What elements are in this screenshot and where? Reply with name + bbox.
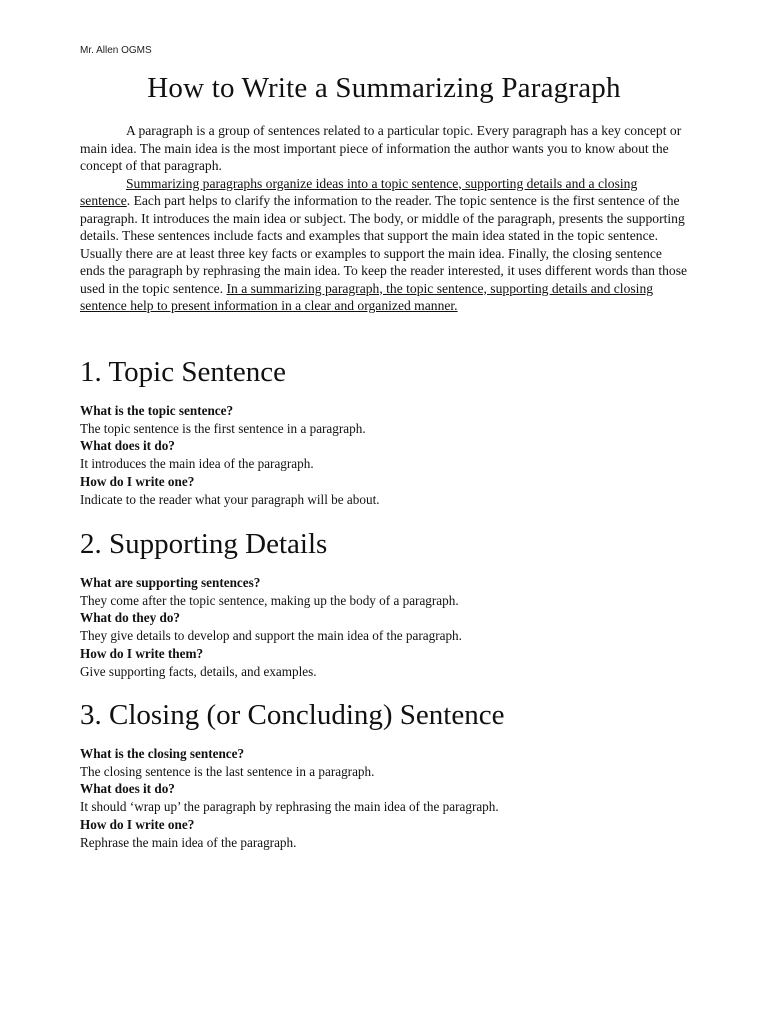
qa-list — [80, 745, 700, 851]
question: What does it do? — [80, 438, 175, 454]
section-heading: 3. Closing (or Concluding) Sentence — [80, 699, 505, 731]
answer: It introduces the main idea of the paragraph. — [80, 456, 314, 472]
question: What do they do? — [80, 610, 181, 626]
answer: Give supporting facts, details, and examples. — [80, 663, 317, 679]
question: What are supporting sentences? — [80, 575, 261, 590]
section-heading: 1. Topic Sentence — [80, 356, 287, 388]
section-topic-sentence — [80, 354, 700, 508]
question: What does it do? — [80, 781, 175, 797]
qa-list — [80, 574, 700, 680]
intro-underlined-start: Summarizing paragraphs organize ideas into a topic sentence, supporting details and a closing sentence — [80, 175, 638, 208]
answer: They come after the topic sentence, making up the body of a paragraph. — [80, 592, 459, 608]
question: What is the topic sentence? — [80, 403, 234, 418]
answer: They give details to develop and support the main idea of the paragraph. — [80, 628, 462, 644]
intro-underlined-end: In a summarizing paragraph, the topic sentence, supporting details and closing sentence help to present information in a clear and organized manner. — [80, 280, 654, 313]
question: How do I write them? — [80, 645, 204, 661]
intro-paragraph-2 — [80, 175, 690, 315]
question: How do I write one? — [80, 816, 195, 832]
section-supporting-details — [80, 526, 700, 680]
answer: The closing sentence is the last sentence in a paragraph. — [80, 763, 375, 779]
answer: Indicate to the reader what your paragraph will be about. — [80, 491, 380, 507]
qa-list — [80, 402, 700, 508]
intro-paragraph-1: A paragraph is a group of sentences related to a particular topic. Every paragraph has a key concept or main idea. The main idea is the most important piece of information the author wants you to know about the concept of that paragraph. — [80, 123, 682, 173]
section-heading: 2. Supporting Details — [80, 528, 328, 560]
intro-body-text: . Each part helps to clarify the information to the reader. The topic sentence is the first sentence of the paragraph. It introduces the main idea or subject. The body, or middle of the paragraph, presents the supporting details. These sentences include facts and examples that support the main idea stated in the topic sentence. Usually there are at least three key facts or examples to support the main idea. Finally, the closing sentence ends the paragraph by rephrasing the main idea. To keep the reader interested, it uses different words than those used in the topic sentence. — [80, 193, 688, 296]
question: How do I write one? — [80, 473, 195, 489]
header-note: Mr. Allen OGMS — [80, 45, 152, 56]
question: What is the closing sentence? — [80, 746, 245, 761]
answer: The topic sentence is the first sentence in a paragraph. — [80, 420, 366, 436]
section-closing-sentence — [80, 697, 700, 851]
document-title: How to Write a Summarizing Paragraph — [147, 72, 621, 104]
answer: It should ‘wrap up’ the paragraph by rephrasing the main idea of the paragraph. — [80, 799, 499, 815]
answer: Rephrase the main idea of the paragraph. — [80, 834, 297, 850]
intro-section — [80, 122, 690, 315]
